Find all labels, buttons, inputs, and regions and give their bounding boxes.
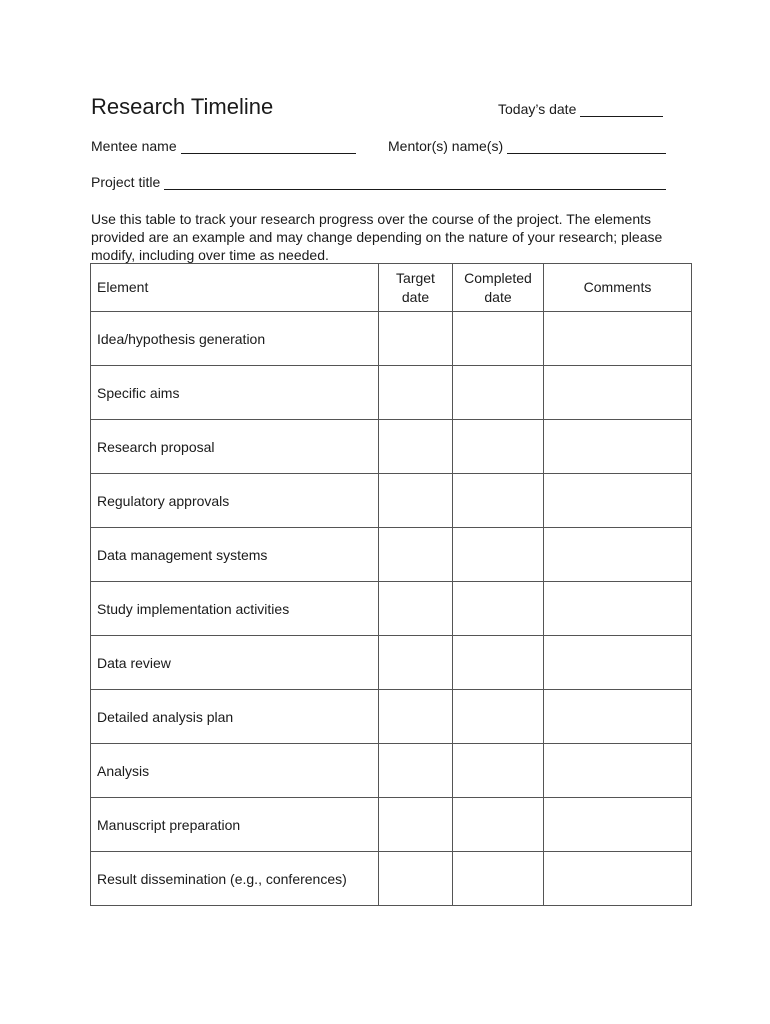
table-row xyxy=(91,636,692,690)
project-title-field xyxy=(91,174,666,190)
completed-date-cell[interactable] xyxy=(453,366,544,420)
table-body xyxy=(91,312,692,906)
intro-text: Use this table to track your research progress over the course of the project. The elements provided are an example and may change depending on the nature of your research; please modify, including over time as needed. xyxy=(91,211,663,263)
element-cell: Data review xyxy=(91,636,379,690)
target-date-cell[interactable] xyxy=(379,528,453,582)
header-target-line2: date xyxy=(401,288,430,305)
completed-date-cell[interactable] xyxy=(453,582,544,636)
mentee-name-label: Mentee name xyxy=(91,138,177,154)
completed-date-cell[interactable] xyxy=(453,636,544,690)
table-row xyxy=(91,582,692,636)
header-target-date xyxy=(379,264,453,312)
element-cell: Research proposal xyxy=(91,420,379,474)
project-title-label: Project title xyxy=(91,174,161,190)
table-row xyxy=(91,528,692,582)
comments-cell[interactable] xyxy=(544,420,692,474)
mentor-name-input-line[interactable] xyxy=(507,139,666,154)
comments-cell[interactable] xyxy=(544,366,692,420)
comments-cell[interactable] xyxy=(544,528,692,582)
target-date-cell[interactable] xyxy=(379,420,453,474)
target-date-cell[interactable] xyxy=(379,474,453,528)
target-date-cell[interactable] xyxy=(379,636,453,690)
element-cell: Manuscript preparation xyxy=(91,798,379,852)
completed-date-cell[interactable] xyxy=(453,474,544,528)
target-date-cell[interactable] xyxy=(379,582,453,636)
table-header-row xyxy=(91,264,692,312)
target-date-cell[interactable] xyxy=(379,852,453,906)
table-row xyxy=(91,798,692,852)
todays-date-field xyxy=(498,101,663,117)
header-completed-date xyxy=(453,264,544,312)
element-cell: Regulatory approvals xyxy=(91,474,379,528)
table-row xyxy=(91,474,692,528)
todays-date-input-line[interactable] xyxy=(580,102,663,117)
header-completed-line1: Completed xyxy=(464,269,532,286)
mentor-name-field xyxy=(388,138,666,154)
target-date-cell[interactable] xyxy=(379,798,453,852)
comments-cell[interactable] xyxy=(544,582,692,636)
completed-date-cell[interactable] xyxy=(453,690,544,744)
table-row xyxy=(91,366,692,420)
comments-cell[interactable] xyxy=(544,690,692,744)
target-date-cell[interactable] xyxy=(379,366,453,420)
element-cell: Analysis xyxy=(91,744,379,798)
mentee-name-field xyxy=(91,138,356,154)
table-row xyxy=(91,852,692,906)
completed-date-cell[interactable] xyxy=(453,798,544,852)
target-date-cell[interactable] xyxy=(379,744,453,798)
element-cell: Result dissemination (e.g., conferences) xyxy=(91,852,379,906)
project-title-input-line[interactable] xyxy=(164,175,666,190)
target-date-cell[interactable] xyxy=(379,690,453,744)
comments-cell[interactable] xyxy=(544,312,692,366)
table-row xyxy=(91,690,692,744)
element-cell: Specific aims xyxy=(91,366,379,420)
element-cell: Detailed analysis plan xyxy=(91,690,379,744)
mentee-name-input-line[interactable] xyxy=(181,139,356,154)
completed-date-cell[interactable] xyxy=(453,312,544,366)
target-date-cell[interactable] xyxy=(379,312,453,366)
element-cell: Study implementation activities xyxy=(91,582,379,636)
comments-cell[interactable] xyxy=(544,852,692,906)
comments-cell[interactable] xyxy=(544,798,692,852)
table-row xyxy=(91,312,692,366)
header-comments: Comments xyxy=(544,264,692,312)
completed-date-cell[interactable] xyxy=(453,420,544,474)
todays-date-label: Today’s date xyxy=(498,101,577,117)
comments-cell[interactable] xyxy=(544,636,692,690)
element-cell: Idea/hypothesis generation xyxy=(91,312,379,366)
element-cell: Data management systems xyxy=(91,528,379,582)
table-row xyxy=(91,420,692,474)
header-target-line1: Target xyxy=(396,269,435,286)
completed-date-cell[interactable] xyxy=(453,744,544,798)
comments-cell[interactable] xyxy=(544,474,692,528)
page-title: Research Timeline xyxy=(91,94,274,119)
completed-date-cell[interactable] xyxy=(453,528,544,582)
research-timeline-table xyxy=(90,263,692,906)
header-completed-line2: date xyxy=(484,288,512,305)
completed-date-cell[interactable] xyxy=(453,852,544,906)
comments-cell[interactable] xyxy=(544,744,692,798)
header-element: Element xyxy=(91,264,379,312)
mentor-name-label: Mentor(s) name(s) xyxy=(388,138,504,154)
table-row xyxy=(91,744,692,798)
